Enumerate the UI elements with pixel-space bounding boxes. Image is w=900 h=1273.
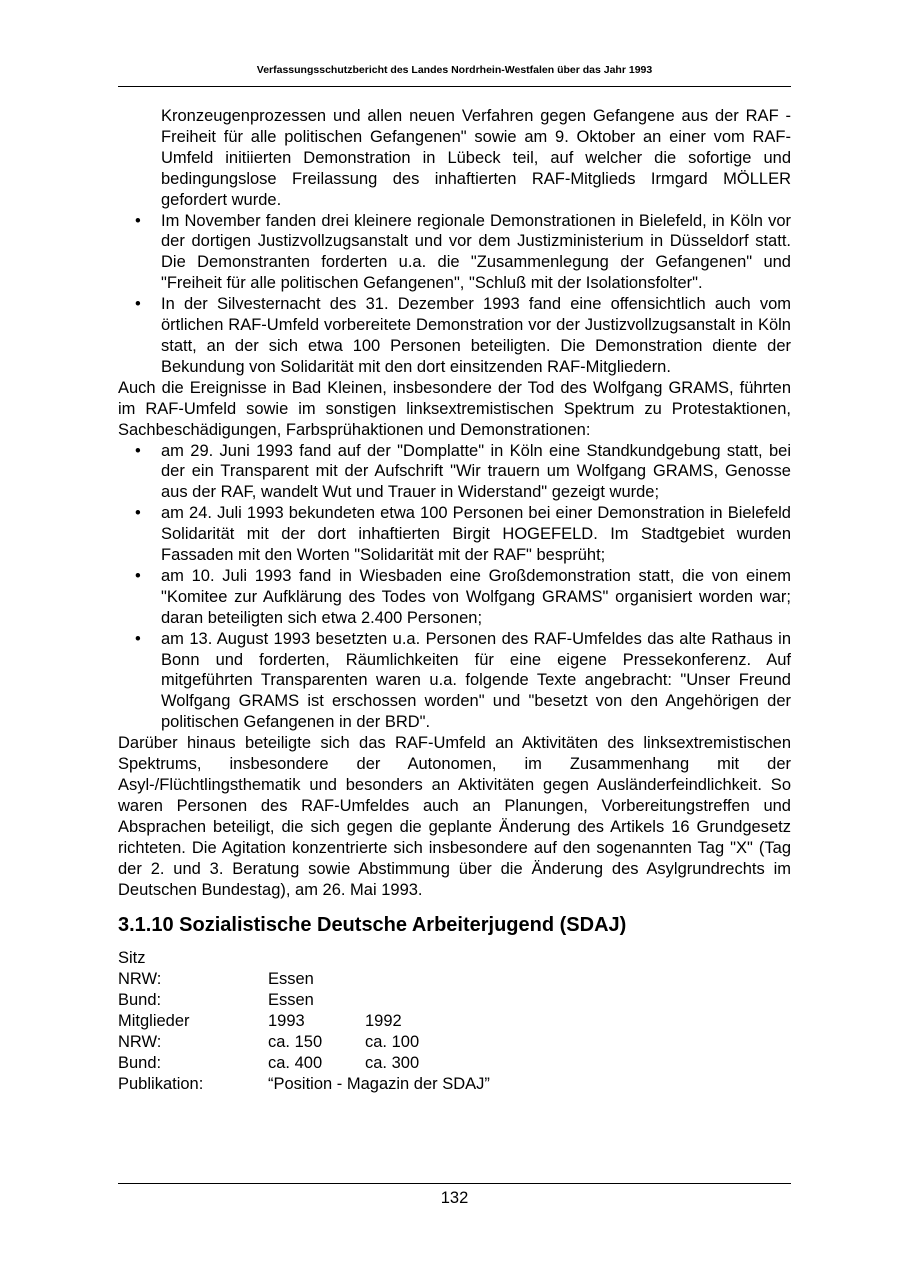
bullet-marker: • — [135, 295, 141, 314]
table-cell: “Position - Magazin der SDAJ” — [268, 1074, 490, 1093]
table-cell: Sitz — [118, 949, 146, 968]
table-row — [118, 969, 490, 990]
bullet-list-2 — [118, 441, 791, 734]
table-cell: ca. 100 — [365, 1033, 420, 1052]
table-row — [118, 1074, 490, 1095]
table-cell — [365, 969, 490, 990]
table-cell — [365, 948, 490, 969]
bullet-marker: • — [135, 566, 141, 585]
table-cell: Publikation: — [118, 1074, 204, 1093]
list-item-text: In der Silvesternacht des 31. Dezember 1993 fand eine offensichtlich auch vom örtlichen RAF-Umfeld vorbereitete Demonstration vor der Justizvollzugsanstalt in Köln statt, an der sich etwa 100 Personen beteiligten. Die Demonstration diente der Bekundung von Solidarität mit den dort einsitzenden RAF-Mitgliedern. — [161, 295, 791, 376]
facts-table — [118, 948, 490, 1094]
list-item — [135, 503, 791, 566]
table-row — [118, 1032, 490, 1053]
page-content — [118, 106, 791, 1095]
running-header: Verfassungsschutzbericht des Landes Nordrhein-Westfalen über das Jahr 1993 — [256, 64, 653, 76]
table-row — [118, 1011, 490, 1032]
table-cell: NRW: — [118, 970, 162, 989]
table-cell: Essen — [268, 970, 314, 989]
paragraph-bad-kleinen: Auch die Ereignisse in Bad Kleinen, insbesondere der Tod des Wolfgang GRAMS, führten im RAF-Umfeld sowie im sonstigen linksextremistischen Spektrum zu Protestaktionen, Sachbeschädigungen, Farbsprühaktionen und Demonstrationen: — [118, 378, 791, 439]
list-item — [161, 106, 791, 211]
bullet-marker: • — [135, 629, 141, 648]
list-item-text: Im November fanden drei kleinere regionale Demonstrationen in Bielefeld, in Köln vor der dortigen Justizvollzugsanstalt und vor dem Justizministerium in Düsseldorf statt. Die Demonstranten forderten u.a. die "Zusammenlegung der Gefangenen" und "Freiheit für alle politischen Gefangenen", "Schluß mit der Isolationsfolter". — [161, 211, 791, 293]
table-cell: ca. 400 — [268, 1053, 323, 1072]
footer-rule — [118, 1183, 791, 1184]
list-item — [135, 211, 791, 295]
section-heading: 3.1.10 Sozialistische Deutsche Arbeiterjugend (SDAJ) — [118, 914, 627, 937]
table-cell: 1992 — [365, 1012, 402, 1031]
list-item-text: Kronzeugenprozessen und allen neuen Verfahren gegen Gefangene aus der RAF - Freiheit für alle politischen Gefangenen" sowie am 9. Oktober an einer vom RAF-Umfeld initiierten Demonstration in Lübeck teil, auf welcher die sofortige und bedingungslose Freilassung des inhaftierten RAF-Mitglieds Irmgard MÖLLER gefordert wurde. — [161, 107, 791, 209]
table-row — [118, 948, 490, 969]
table-cell: Bund: — [118, 991, 162, 1010]
table-row — [118, 1053, 490, 1074]
bullet-marker: • — [135, 441, 141, 460]
table-cell: ca. 150 — [268, 1033, 323, 1052]
paragraph-asyl: Darüber hinaus beteiligte sich das RAF-Umfeld an Aktivitäten des linksextremistischen Spektrums, insbesondere der Autonomen, im Zusammenhang mit der Asyl-/Flüchtlingsthematik und besonders an Aktivitäten gegen Ausländerfeindlichkeit. So waren Personen des RAF-Umfeldes auch an Planungen, Vorbereitungstreffen und Absprachen beteiligt, die sich gegen die geplante Änderung des Artikels 16 Grundgesetz richteten. Die Agitation konzentrierte sich insbesondere auf den sogenannten Tag "X" (Tag der 2. und 3. Beratung sowie Abstimmung über die Änderung des Asylgrundrechts im Deutschen Bundestag), am 26. Mai 1993. — [118, 734, 791, 899]
bullet-list-1 — [118, 106, 791, 378]
table-cell: NRW: — [118, 1033, 162, 1052]
list-item-text: am 10. Juli 1993 fand in Wiesbaden eine Großdemonstration statt, die von einem "Komitee zur Aufklärung des Todes von Wolfgang GRAMS" organisiert worden war; daran beteiligten sich etwa 2.400 Personen; — [161, 566, 791, 627]
list-item — [135, 294, 791, 378]
page-number: 132 — [440, 1189, 469, 1207]
bullet-marker: • — [135, 211, 141, 230]
table-cell — [268, 948, 365, 969]
table-cell: Bund: — [118, 1053, 162, 1072]
header-rule — [118, 86, 791, 87]
table-cell: Essen — [268, 991, 314, 1010]
table-cell: 1993 — [268, 1012, 305, 1031]
table-cell — [365, 990, 490, 1011]
bullet-marker: • — [135, 504, 141, 523]
table-cell: Mitglieder — [118, 1012, 190, 1031]
list-item-text: am 29. Juni 1993 fand auf der "Domplatte" in Köln eine Standkundgebung statt, bei der ein Transparent mit der Aufschrift "Wir trauern um Wolfgang GRAMS, Genosse aus der RAF, wandelt Wut und Trauer in Widerstand" gezeigt wurde; — [161, 441, 791, 502]
list-item — [135, 441, 791, 504]
table-cell: ca. 300 — [365, 1053, 420, 1072]
list-item-text: am 13. August 1993 besetzten u.a. Personen des RAF-Umfeldes das alte Rathaus in Bonn und forderten, Räumlichkeiten für eine eigene Pressekonferenz. Auf mitgeführten Transparenten waren u.a. folgende Texte angebracht: "Unser Freund Wolfgang GRAMS ist erschossen worden" und "besetzt von den Angehörigen der politischen Gefangenen in der BRD". — [161, 629, 791, 732]
table-row — [118, 990, 490, 1011]
list-item — [135, 629, 791, 734]
list-item-text: am 24. Juli 1993 bekundeten etwa 100 Personen bei einer Demonstration in Bielefeld Solidarität mit der dort inhaftierten Birgit HOGEFELD. Im Stadtgebiet wurden Fassaden mit den Worten "Solidarität mit der RAF" besprüht; — [161, 504, 791, 565]
list-item — [135, 566, 791, 629]
